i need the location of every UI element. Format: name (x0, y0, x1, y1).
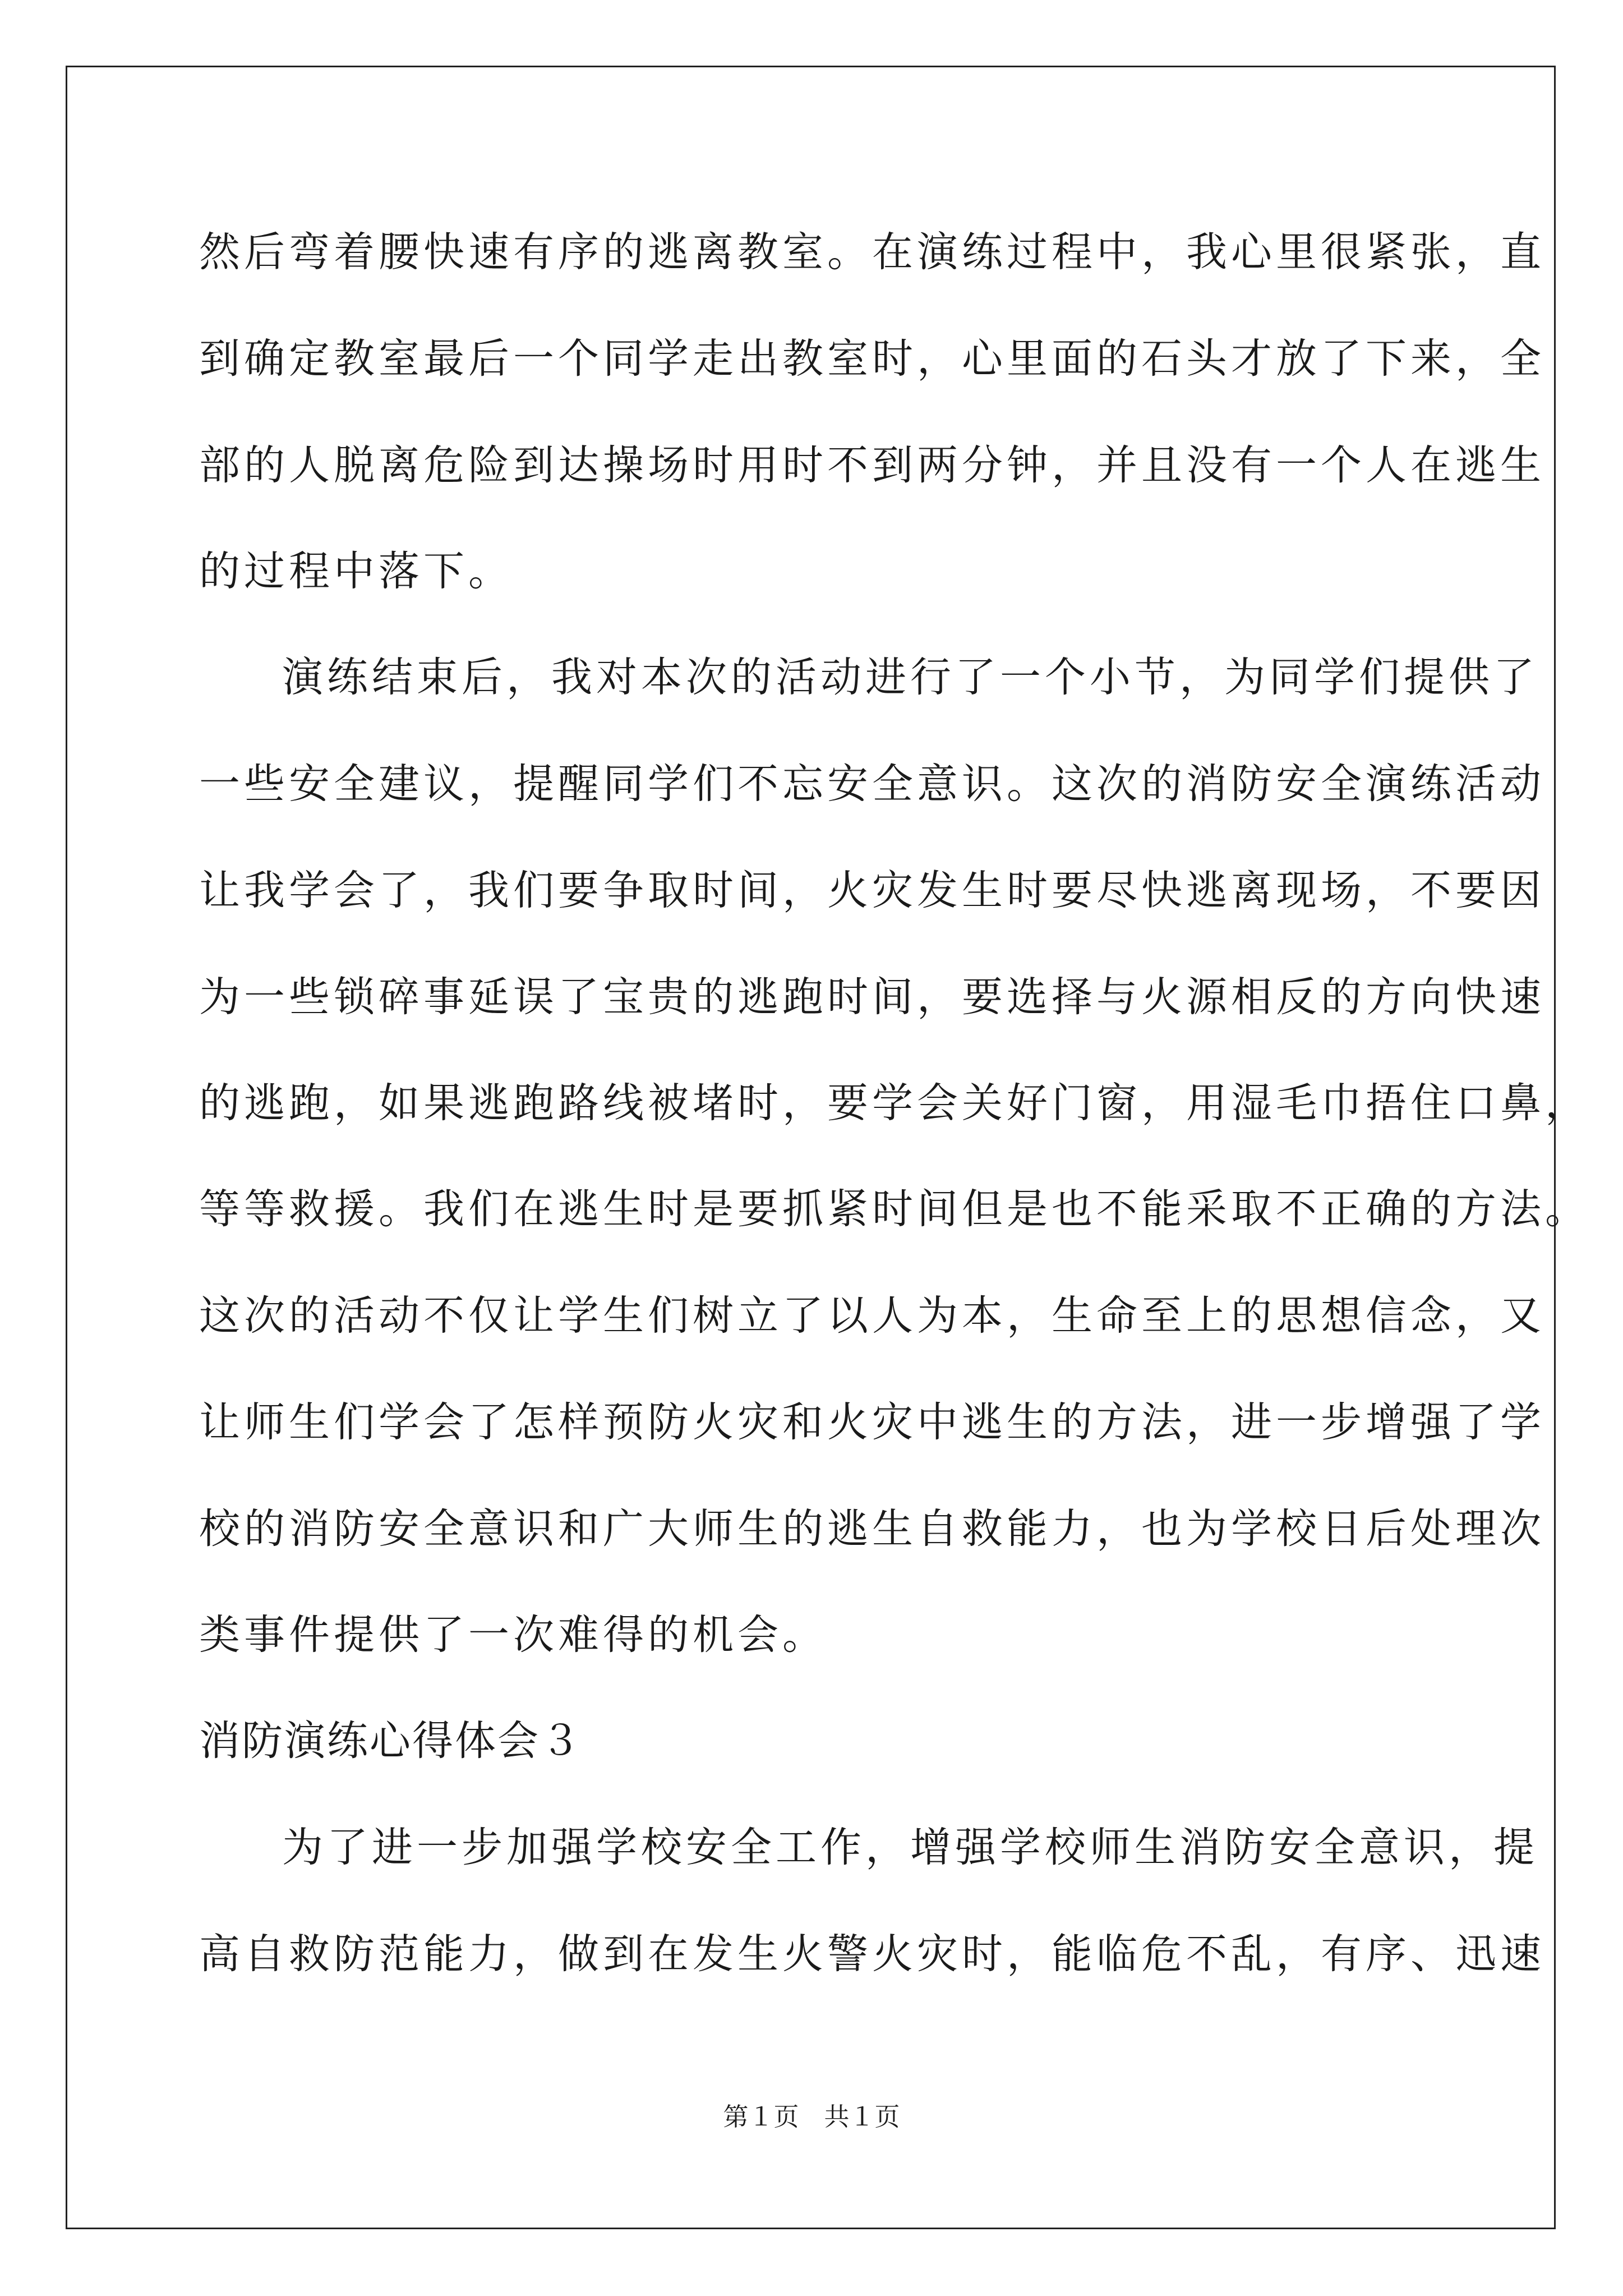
paragraph-first-line: 为了进一步加强学校安全工作，增强学校师生消防安全意识，提 (282, 1824, 1538, 1871)
page-border (66, 66, 1556, 2229)
body-text-line: 为一些锁碎事延误了宝贵的逃跑时间，要选择与火源相反的方向快速 (199, 973, 1545, 1021)
body-text-line: 这次的活动不仅让学生们树立了以人为本，生命至上的思想信念，又 (199, 1292, 1545, 1340)
body-text-line: 然后弯着腰快速有序的逃离教室。在演练过程中，我心里很紧张，直 (199, 228, 1545, 276)
body-text-line: 让师生们学会了怎样预防火灾和火灾中逃生的方法，进一步增强了学 (199, 1398, 1545, 1446)
body-text-line: 等等救援。我们在逃生时是要抓紧时间但是也不能采取不正确的方法。 (199, 1185, 1590, 1233)
body-text-line: 高自救防范能力，做到在发生火警火灾时，能临危不乱，有序、迅速 (199, 1930, 1545, 1978)
section-heading: 消防演练心得体会３ (199, 1717, 583, 1765)
body-text-line: 部的人脱离危险到达操场时用时不到两分钟，并且没有一个人在逃生 (199, 441, 1545, 489)
paragraph-first-line: 演练结束后，我对本次的活动进行了一个小节，为同学们提供了 (282, 654, 1538, 701)
body-text-line: 校的消防安全意识和广大师生的逃生自救能力，也为学校日后处理次 (199, 1505, 1545, 1553)
body-text-line: 到确定教室最后一个同学走出教室时，心里面的石头才放了下来，全 (199, 335, 1545, 383)
body-text-line: 的逃跑，如果逃跑路线被堵时，要学会关好门窗，用湿毛巾捂住口鼻， (199, 1079, 1590, 1127)
body-text-line: 让我学会了，我们要争取时间，火灾发生时要尽快逃离现场，不要因 (199, 867, 1545, 914)
body-text-line: 一些安全建议，提醒同学们不忘安全意识。这次的消防安全演练活动 (199, 760, 1545, 808)
page-number-footer: 第１页 共１页 (723, 2102, 900, 2132)
body-text-line: 的过程中落下。 (199, 547, 513, 595)
body-text-line: 类事件提供了一次难得的机会。 (199, 1611, 827, 1659)
